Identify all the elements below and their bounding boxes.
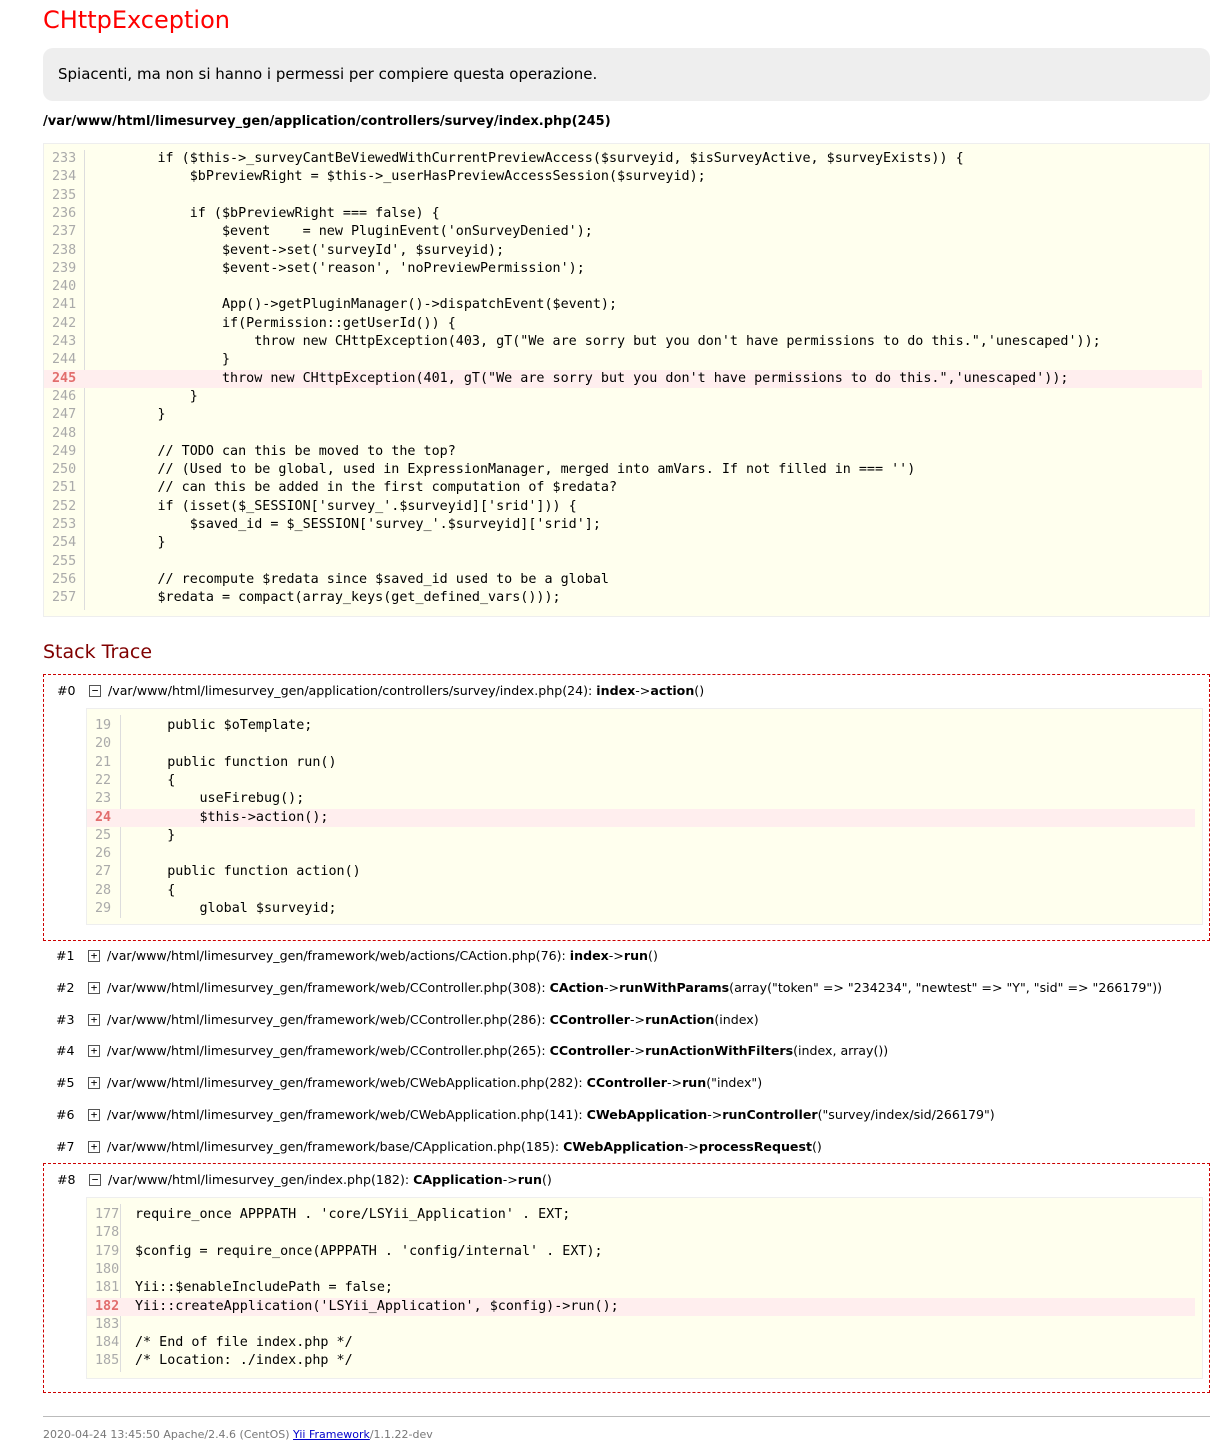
line-number: 19	[95, 718, 112, 733]
code-line	[44, 571, 1209, 589]
frame-number: #4	[56, 1043, 75, 1058]
code-line	[44, 260, 1209, 278]
code-line	[87, 900, 1202, 918]
frame-class: index	[596, 683, 636, 698]
code-line	[87, 1334, 1202, 1352]
line-number: 178	[95, 1225, 120, 1241]
frame-args: ("index")	[706, 1075, 763, 1090]
line-number: 246	[52, 388, 77, 404]
code-line	[44, 498, 1209, 516]
frame-class: CApplication	[413, 1172, 503, 1187]
code-line	[87, 882, 1202, 900]
expand-toggle-icon[interactable]: +	[88, 1045, 100, 1057]
frame-call	[107, 946, 658, 966]
frame-method: runController	[722, 1107, 818, 1122]
code-line	[87, 1243, 1202, 1261]
line-number: 257	[52, 590, 77, 606]
code-text: useFirebug();	[135, 791, 305, 807]
line-number: 234	[52, 169, 77, 185]
frame-number: #0	[57, 683, 76, 698]
line-number: 245	[52, 370, 77, 386]
code-line	[44, 406, 1209, 424]
line-number: 180	[95, 1261, 120, 1277]
line-number: 250	[52, 462, 77, 478]
frame-call	[108, 681, 704, 701]
frame-arrow: ->	[629, 1012, 646, 1027]
frame-method: runAction	[645, 1012, 715, 1027]
code-text: Yii::$enableIncludePath = false;	[135, 1280, 393, 1296]
frame-args: ()	[694, 683, 705, 698]
stack-frame-expanded	[43, 1163, 1210, 1393]
code-line	[87, 845, 1202, 863]
expand-toggle-icon[interactable]: +	[88, 1109, 100, 1121]
frame-arrow: ->	[707, 1107, 723, 1122]
code-line	[44, 242, 1209, 260]
frame-file-path: /var/www/html/limesurvey_gen/framework/web/CWebApplication.php(141):	[107, 1107, 587, 1122]
code-line	[44, 589, 1209, 607]
line-number: 253	[52, 517, 77, 532]
code-text: if ($bPreviewRight === false) {	[93, 205, 440, 221]
frame-arrow: ->	[608, 948, 624, 963]
code-line	[44, 516, 1209, 534]
code-text: throw new CHttpException(403, gT("We are sorry but you don't have permissions to do this.",'unescaped'));	[93, 334, 1101, 349]
line-number: 237	[52, 224, 77, 240]
code-line	[44, 150, 1209, 168]
code-text: throw new CHttpException(401, gT("We are sorry but you don't have permissions to do this.",'unescaped'));	[93, 370, 1069, 386]
code-line	[87, 863, 1202, 881]
code-line	[44, 461, 1209, 479]
code-line	[44, 388, 1209, 406]
footer-version: /1.1.22-dev	[369, 1428, 433, 1441]
code-text: if(Permission::getUserId()) {	[93, 315, 456, 331]
frame-file-path: /var/www/html/limesurvey_gen/framework/web/actions/CAction.php(76):	[107, 948, 570, 963]
line-number: 254	[52, 535, 77, 551]
frame-args: ()	[648, 948, 658, 963]
code-line	[44, 443, 1209, 461]
code-line	[44, 315, 1209, 333]
frame-file-path: /var/www/html/limesurvey_gen/framework/web/CWebApplication.php(282):	[107, 1075, 587, 1090]
code-line	[44, 425, 1209, 443]
line-number: 183	[95, 1316, 120, 1332]
frame-method: run	[517, 1172, 542, 1187]
code-line	[87, 1316, 1202, 1334]
frame-number: #5	[56, 1075, 75, 1090]
frame-args: (array("token" => "234234", "newtest" => "Y", "sid" => "266179"))	[729, 980, 1163, 995]
frame-number: #2	[56, 980, 75, 995]
code-line	[87, 790, 1202, 808]
frame-args: ("survey/index/sid/266179")	[817, 1107, 995, 1122]
line-number: 184	[95, 1335, 120, 1351]
frame-args: (index)	[714, 1012, 759, 1027]
highlighted-code-line	[87, 1298, 1202, 1316]
frame-file-path: /var/www/html/limesurvey_gen/framework/web/CController.php(286):	[107, 1012, 550, 1027]
frame-call	[107, 1073, 762, 1093]
frame-file-path: /var/www/html/limesurvey_gen/framework/base/CApplication.php(185):	[107, 1139, 564, 1154]
code-text: public function run()	[135, 754, 337, 770]
stack-frame-expanded	[43, 674, 1210, 941]
line-number: 241	[52, 297, 77, 313]
line-number: 256	[52, 571, 77, 587]
frame-class: CWebApplication	[563, 1139, 684, 1154]
frame-arrow: ->	[502, 1172, 518, 1187]
code-text: }	[93, 388, 198, 404]
frame-number: #1	[56, 948, 75, 963]
frame-file-path: /var/www/html/limesurvey_gen/framework/web/CController.php(265):	[107, 1043, 550, 1058]
code-text: $this->action();	[135, 809, 329, 825]
code-line	[44, 534, 1209, 552]
code-text: public function action()	[135, 864, 361, 880]
code-line	[44, 479, 1209, 497]
expand-toggle-icon[interactable]: +	[88, 1141, 100, 1153]
code-line	[44, 351, 1209, 369]
collapse-toggle-icon[interactable]: −	[89, 1174, 101, 1186]
frame-class: index	[569, 948, 609, 963]
code-text: $event->set('surveyId', $surveyid);	[93, 242, 505, 258]
code-text: // (Used to be global, used in ExpressionManager, merged into amVars. If not filled in === '')	[93, 462, 916, 478]
frame-number: #6	[56, 1107, 75, 1122]
frame-file-path: /var/www/html/limesurvey_gen/application/controllers/survey/index.php(24):	[108, 683, 597, 698]
line-number: 181	[95, 1280, 120, 1296]
line-number: 29	[95, 901, 112, 916]
code-text: App()->getPluginManager()->dispatchEvent($event);	[93, 297, 618, 313]
line-number: 182	[95, 1298, 120, 1314]
error-title: CHttpException	[43, 6, 230, 34]
line-number: 24	[95, 809, 112, 825]
code-line	[44, 205, 1209, 223]
code-text: $event = new PluginEvent('onSurveyDenied');	[93, 224, 593, 240]
frame-method: processRequest	[698, 1139, 812, 1154]
code-line	[44, 333, 1209, 351]
code-text: $config = require_once(APPPATH . 'config/internal' . EXT);	[135, 1243, 603, 1259]
code-text: require_once APPPATH . 'core/LSYii_Application' . EXT;	[135, 1207, 571, 1222]
frame-file-path: /var/www/html/limesurvey_gen/framework/web/CController.php(308):	[107, 980, 550, 995]
code-line	[44, 187, 1209, 205]
frame-class: CAction	[549, 980, 604, 995]
code-text: $saved_id = $_SESSION['survey_'.$surveyid]['srid'];	[93, 517, 601, 532]
expand-toggle-icon[interactable]: +	[88, 950, 100, 962]
expand-toggle-icon[interactable]: +	[88, 1014, 100, 1026]
code-text: }	[93, 407, 166, 423]
source-file-path: /var/www/html/limesurvey_gen/application/controllers/survey/index.php(245)	[43, 114, 611, 129]
frame-method: run	[682, 1075, 707, 1090]
line-number: 177	[95, 1207, 120, 1222]
frame-source-code-block	[86, 708, 1203, 925]
code-line	[44, 553, 1209, 571]
code-line	[87, 735, 1202, 753]
footer	[43, 1428, 433, 1441]
line-number: 22	[95, 772, 112, 788]
line-number: 252	[52, 498, 77, 514]
code-text: Yii::createApplication('LSYii_Application', $config)->run();	[135, 1298, 619, 1314]
line-number: 25	[95, 827, 112, 843]
line-number: 242	[52, 315, 77, 331]
code-text: global $surveyid;	[135, 901, 337, 916]
line-number: 28	[95, 882, 112, 898]
code-line	[87, 1261, 1202, 1279]
highlighted-code-line	[87, 809, 1202, 827]
code-line	[87, 772, 1202, 790]
code-line	[87, 717, 1202, 735]
code-text: /* Location: ./index.php */	[135, 1353, 353, 1369]
line-number: 255	[52, 553, 77, 569]
frame-call	[108, 1170, 552, 1190]
frame-arrow: ->	[683, 1139, 699, 1154]
line-number: 23	[95, 791, 112, 807]
line-number: 240	[52, 279, 77, 295]
frame-method: runWithParams	[619, 980, 730, 995]
line-number: 247	[52, 407, 77, 423]
line-number: 27	[95, 864, 112, 880]
frame-arrow: ->	[629, 1043, 646, 1058]
frame-call	[107, 1010, 759, 1030]
frame-method: run	[623, 948, 649, 963]
code-line	[87, 754, 1202, 772]
frame-method: runActionWithFilters	[645, 1043, 794, 1058]
code-line	[87, 1224, 1202, 1242]
line-number: 239	[52, 260, 77, 276]
error-message: Spiacenti, ma non si hanno i permessi per compiere questa operazione.	[43, 48, 1210, 101]
code-line	[87, 1352, 1202, 1370]
line-number: 233	[52, 151, 77, 166]
expand-toggle-icon[interactable]: +	[88, 1077, 100, 1089]
frame-source-code-block	[86, 1197, 1203, 1379]
line-number: 235	[52, 187, 77, 203]
stack-trace-title: Stack Trace	[43, 641, 153, 663]
line-number: 248	[52, 425, 77, 441]
expand-toggle-icon[interactable]: +	[88, 982, 100, 994]
frame-number: #8	[57, 1172, 76, 1187]
line-number: 236	[52, 205, 77, 221]
code-line	[87, 1206, 1202, 1224]
code-text: if ($this->_surveyCantBeViewedWithCurrentPreviewAccess($surveyid, $isSurveyActive, $surveyExists)) {	[93, 151, 964, 166]
line-number: 20	[95, 736, 112, 752]
code-text: }	[135, 827, 176, 843]
code-text: // TODO can this be moved to the top?	[93, 443, 456, 459]
code-line	[44, 223, 1209, 241]
line-number: 243	[52, 334, 77, 349]
collapse-toggle-icon[interactable]: −	[89, 685, 101, 697]
frame-method: action	[650, 683, 695, 698]
frame-call	[107, 1105, 995, 1125]
footer-server-info: 2020-04-24 13:45:50 Apache/2.4.6 (CentOS)	[43, 1428, 294, 1441]
code-text: // can this be added in the first computation of $redata?	[93, 480, 618, 496]
code-text: // recompute $redata since $saved_id used to be a global	[93, 571, 609, 587]
frame-args: (index, array())	[793, 1043, 889, 1058]
line-number: 185	[95, 1353, 120, 1369]
code-text: $event->set('reason', 'noPreviewPermission');	[93, 260, 585, 276]
frame-arrow: ->	[604, 980, 620, 995]
highlighted-code-line	[44, 370, 1209, 388]
code-line	[87, 827, 1202, 845]
line-number: 21	[95, 754, 112, 770]
line-number: 26	[95, 846, 112, 862]
frame-class: CController	[549, 1043, 630, 1058]
frame-number: #3	[56, 1012, 75, 1027]
code-text: }	[93, 352, 231, 368]
code-text: /* End of file index.php */	[135, 1335, 353, 1351]
line-number: 238	[52, 242, 77, 258]
frame-file-path: /var/www/html/limesurvey_gen/index.php(182):	[108, 1172, 414, 1187]
line-number: 244	[52, 352, 77, 368]
line-number: 179	[95, 1243, 120, 1259]
frame-call	[107, 1137, 822, 1157]
frame-args: ()	[541, 1172, 552, 1187]
code-line	[87, 1279, 1202, 1297]
code-text: if (isset($_SESSION['survey_'.$surveyid]['srid'])) {	[93, 498, 577, 514]
frame-arrow: ->	[635, 683, 651, 698]
source-code-block	[43, 143, 1210, 617]
line-number: 249	[52, 443, 77, 459]
frame-class: CController	[549, 1012, 630, 1027]
code-text: $redata = compact(array_keys(get_defined_vars()));	[93, 590, 561, 606]
frame-args: ()	[811, 1139, 822, 1154]
frame-call	[107, 978, 1162, 998]
code-text: public $oTemplate;	[135, 718, 313, 733]
frame-number: #7	[56, 1139, 75, 1154]
frame-arrow: ->	[666, 1075, 683, 1090]
footer-divider	[43, 1416, 1210, 1417]
code-line	[44, 278, 1209, 296]
code-text: {	[135, 772, 176, 788]
line-number: 251	[52, 480, 77, 496]
code-line	[44, 168, 1209, 186]
code-text: }	[93, 535, 166, 551]
frame-class: CWebApplication	[586, 1107, 708, 1122]
code-line	[44, 296, 1209, 314]
code-text: {	[135, 882, 176, 898]
yii-framework-link[interactable]: Yii Framework	[293, 1428, 370, 1441]
code-text: $bPreviewRight = $this->_userHasPreviewAccessSession($surveyid);	[93, 169, 706, 185]
frame-call	[107, 1041, 888, 1061]
frame-class: CController	[586, 1075, 667, 1090]
